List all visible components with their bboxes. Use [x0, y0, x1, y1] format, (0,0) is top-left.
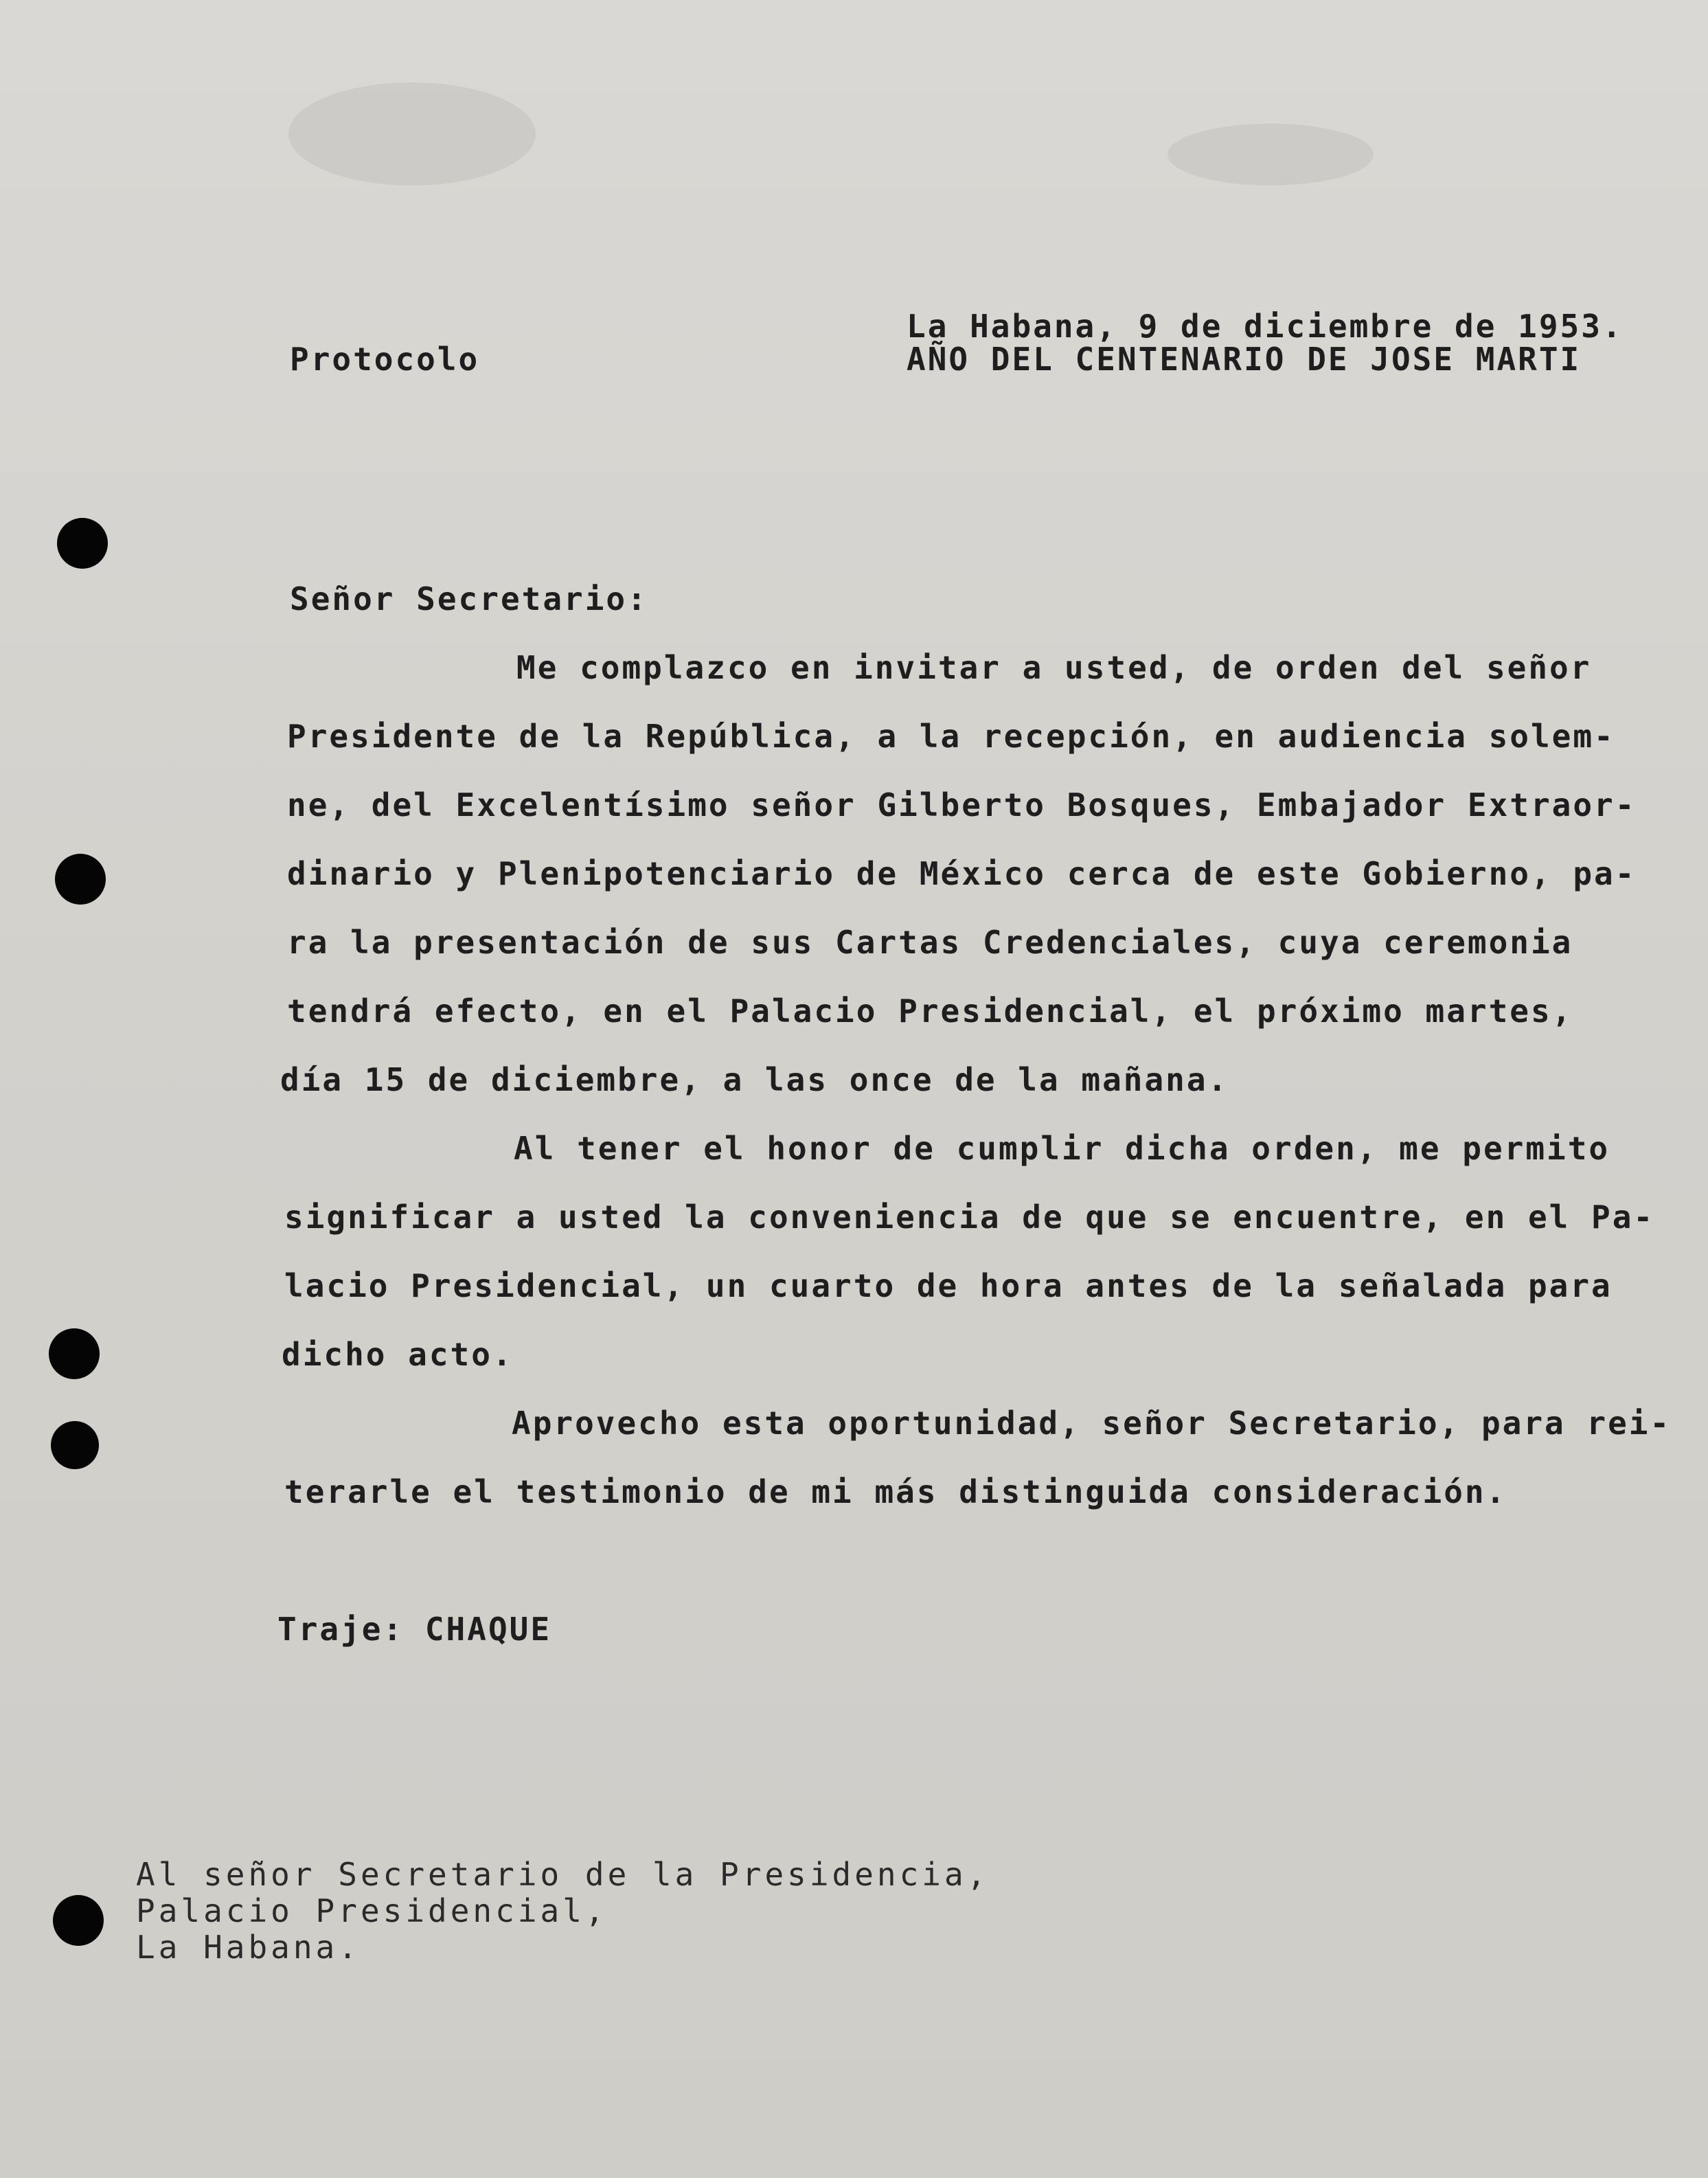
body-line: dicho acto. — [282, 1336, 514, 1373]
paper-smudge — [1168, 124, 1374, 185]
body-line: Presidente de la República, a la recepción, en audiencia solem- — [287, 718, 1615, 755]
place-date: La Habana, 9 de diciembre de 1953. — [907, 308, 1624, 345]
punch-hole-icon — [55, 854, 106, 905]
body-line: significar a usted la conveniencia de que se encuentre, en el Pa- — [284, 1199, 1655, 1236]
body-line: tendrá efecto, en el Palacio Presidencial, el próximo martes, — [287, 992, 1573, 1030]
punch-hole-icon — [51, 1421, 99, 1469]
year-motto: AÑO DEL CENTENARIO DE JOSE MARTI — [907, 341, 1582, 378]
department-label: Protocolo — [290, 341, 480, 378]
body-line: ne, del Excelentísimo señor Gilberto Bosques, Embajador Extraor- — [287, 786, 1637, 824]
dress-code: Traje: CHAQUE — [277, 1611, 552, 1648]
body-line: ra la presentación de sus Cartas Credenciales, cuya ceremonia — [287, 924, 1573, 961]
recipient-line: Palacio Presidencial, — [136, 1892, 608, 1929]
body-line: Aprovecho esta oportunidad, señor Secretario, para rei- — [512, 1405, 1672, 1442]
paper-smudge — [288, 82, 536, 185]
punch-hole-icon — [57, 518, 108, 569]
recipient-line: Al señor Secretario de la Presidencia, — [136, 1856, 990, 1893]
punch-hole-icon — [49, 1328, 100, 1379]
body-line: Me complazco en invitar a usted, de orden del señor — [516, 649, 1592, 686]
body-line: día 15 de diciembre, a las once de la mañana. — [280, 1061, 1229, 1098]
body-line: Al tener el honor de cumplir dicha orden, me permito — [514, 1130, 1610, 1167]
salutation: Señor Secretario: — [290, 580, 648, 617]
recipient-line: La Habana. — [136, 1929, 361, 1966]
body-line: terarle el testimonio de mi más distinguida consideración. — [284, 1473, 1507, 1510]
body-line: dinario y Plenipotenciario de México cerca de este Gobierno, pa- — [287, 855, 1637, 892]
punch-hole-icon — [53, 1895, 104, 1946]
body-line: lacio Presidencial, un cuarto de hora antes de la señalada para — [284, 1267, 1613, 1304]
